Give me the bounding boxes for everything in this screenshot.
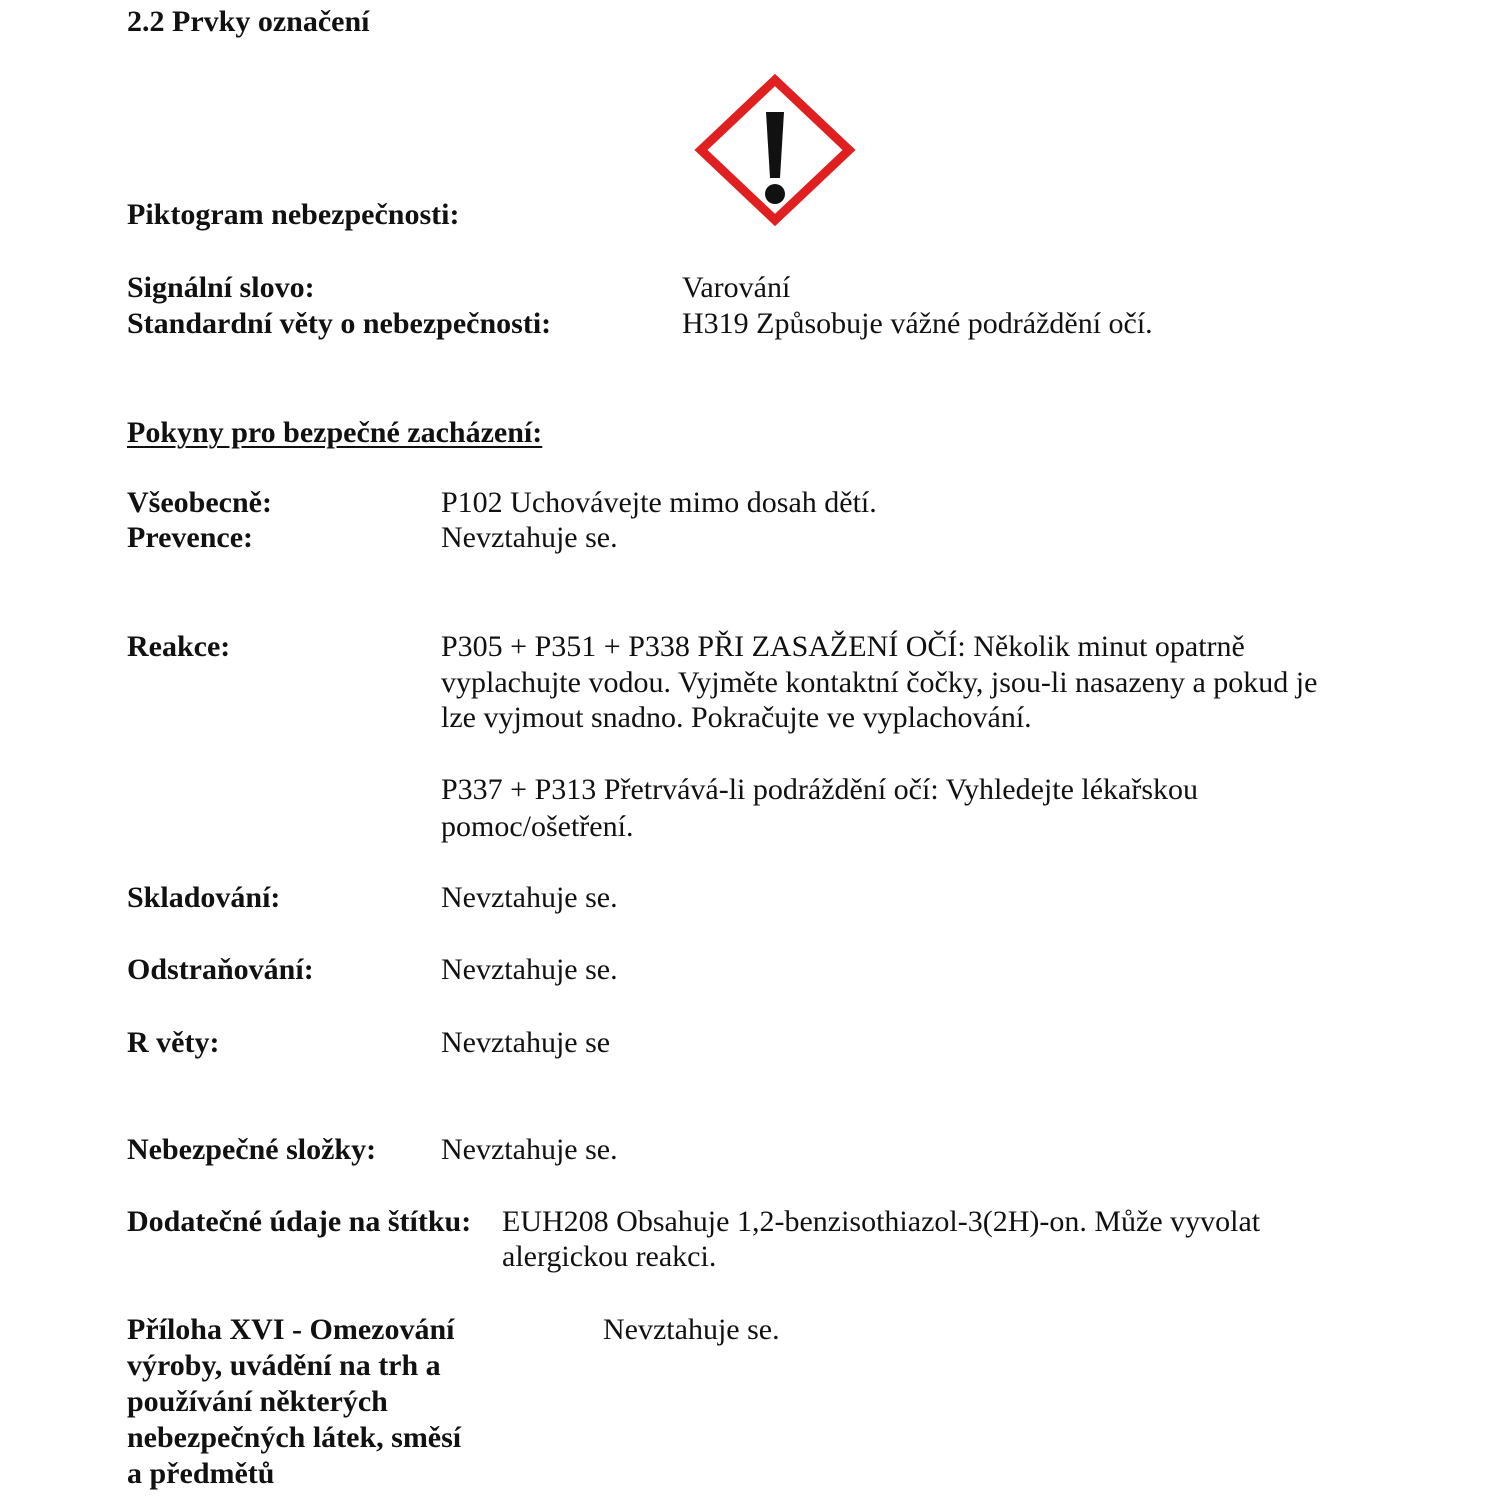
- annex-xvi-value: Nevztahuje se.: [603, 1313, 780, 1346]
- disposal-value: Nevztahuje se.: [441, 953, 618, 986]
- pictogram-exclamation-dot: [765, 184, 785, 204]
- general-label: Všeobecně:: [127, 486, 272, 519]
- signal-word-label: Signální slovo:: [127, 271, 315, 304]
- r-phrases-label: R věty:: [127, 1026, 220, 1059]
- signal-word-value: Varování: [682, 271, 791, 304]
- r-phrases-value: Nevztahuje se: [441, 1026, 611, 1059]
- hazardous-components-value: Nevztahuje se.: [441, 1133, 618, 1166]
- response-paragraph-2-line-1: P337 + P313 Přetrvává-li podráždění očí: Vyhledejte lékařskou: [441, 773, 1199, 806]
- response-paragraph-1-line-2: vyplachujte vodou. Vyjměte kontaktní čočky, jsou-li nasazeny a pokud je: [441, 666, 1318, 699]
- section-title: 2.2 Prvky označení: [127, 5, 370, 38]
- prevention-value: Nevztahuje se.: [441, 521, 618, 554]
- annex-xvi-label-line-4: nebezpečných látek, směsí: [127, 1421, 462, 1454]
- supplemental-label-line-2: alergickou reakci.: [502, 1240, 717, 1273]
- supplemental-label-line-1: EUH208 Obsahuje 1,2-benzisothiazol-3(2H)-on. Může vyvolat: [502, 1205, 1261, 1238]
- ghs07-exclamation-mark-icon: [694, 74, 856, 226]
- prevention-label: Prevence:: [127, 521, 254, 554]
- response-paragraph-2-line-2: pomoc/ošetření.: [441, 810, 634, 843]
- annex-xvi-label-line-2: výroby, uvádění na trh a: [127, 1349, 441, 1382]
- hazard-statements-value: H319 Způsobuje vážné podráždění očí.: [682, 307, 1153, 340]
- response-paragraph-1-line-1: P305 + P351 + P338 PŘI ZASAŽENÍ OČÍ: Několik minut opatrně: [441, 630, 1245, 663]
- response-label: Reakce:: [127, 630, 231, 663]
- annex-xvi-label-line-1: Příloha XVI - Omezování: [127, 1313, 455, 1346]
- general-value: P102 Uchovávejte mimo dosah dětí.: [441, 486, 877, 519]
- hazard-statements-label: Standardní věty o nebezpečnosti:: [127, 307, 552, 340]
- response-paragraph-1-line-3: lze vyjmout snadno. Pokračujte ve vyplachování.: [441, 701, 1032, 734]
- disposal-label: Odstraňování:: [127, 953, 314, 986]
- pictogram-label: Piktogram nebezpečnosti:: [127, 198, 460, 231]
- supplemental-label-label: Dodatečné údaje na štítku:: [127, 1205, 472, 1238]
- storage-value: Nevztahuje se.: [441, 881, 618, 914]
- annex-xvi-label-line-5: a předmětů: [127, 1457, 275, 1490]
- storage-label: Skladování:: [127, 881, 281, 914]
- hazardous-components-label: Nebezpečné složky:: [127, 1133, 377, 1166]
- annex-xvi-label-line-3: používání některých: [127, 1385, 388, 1418]
- precautionary-heading: Pokyny pro bezpečné zacházení:: [127, 416, 543, 449]
